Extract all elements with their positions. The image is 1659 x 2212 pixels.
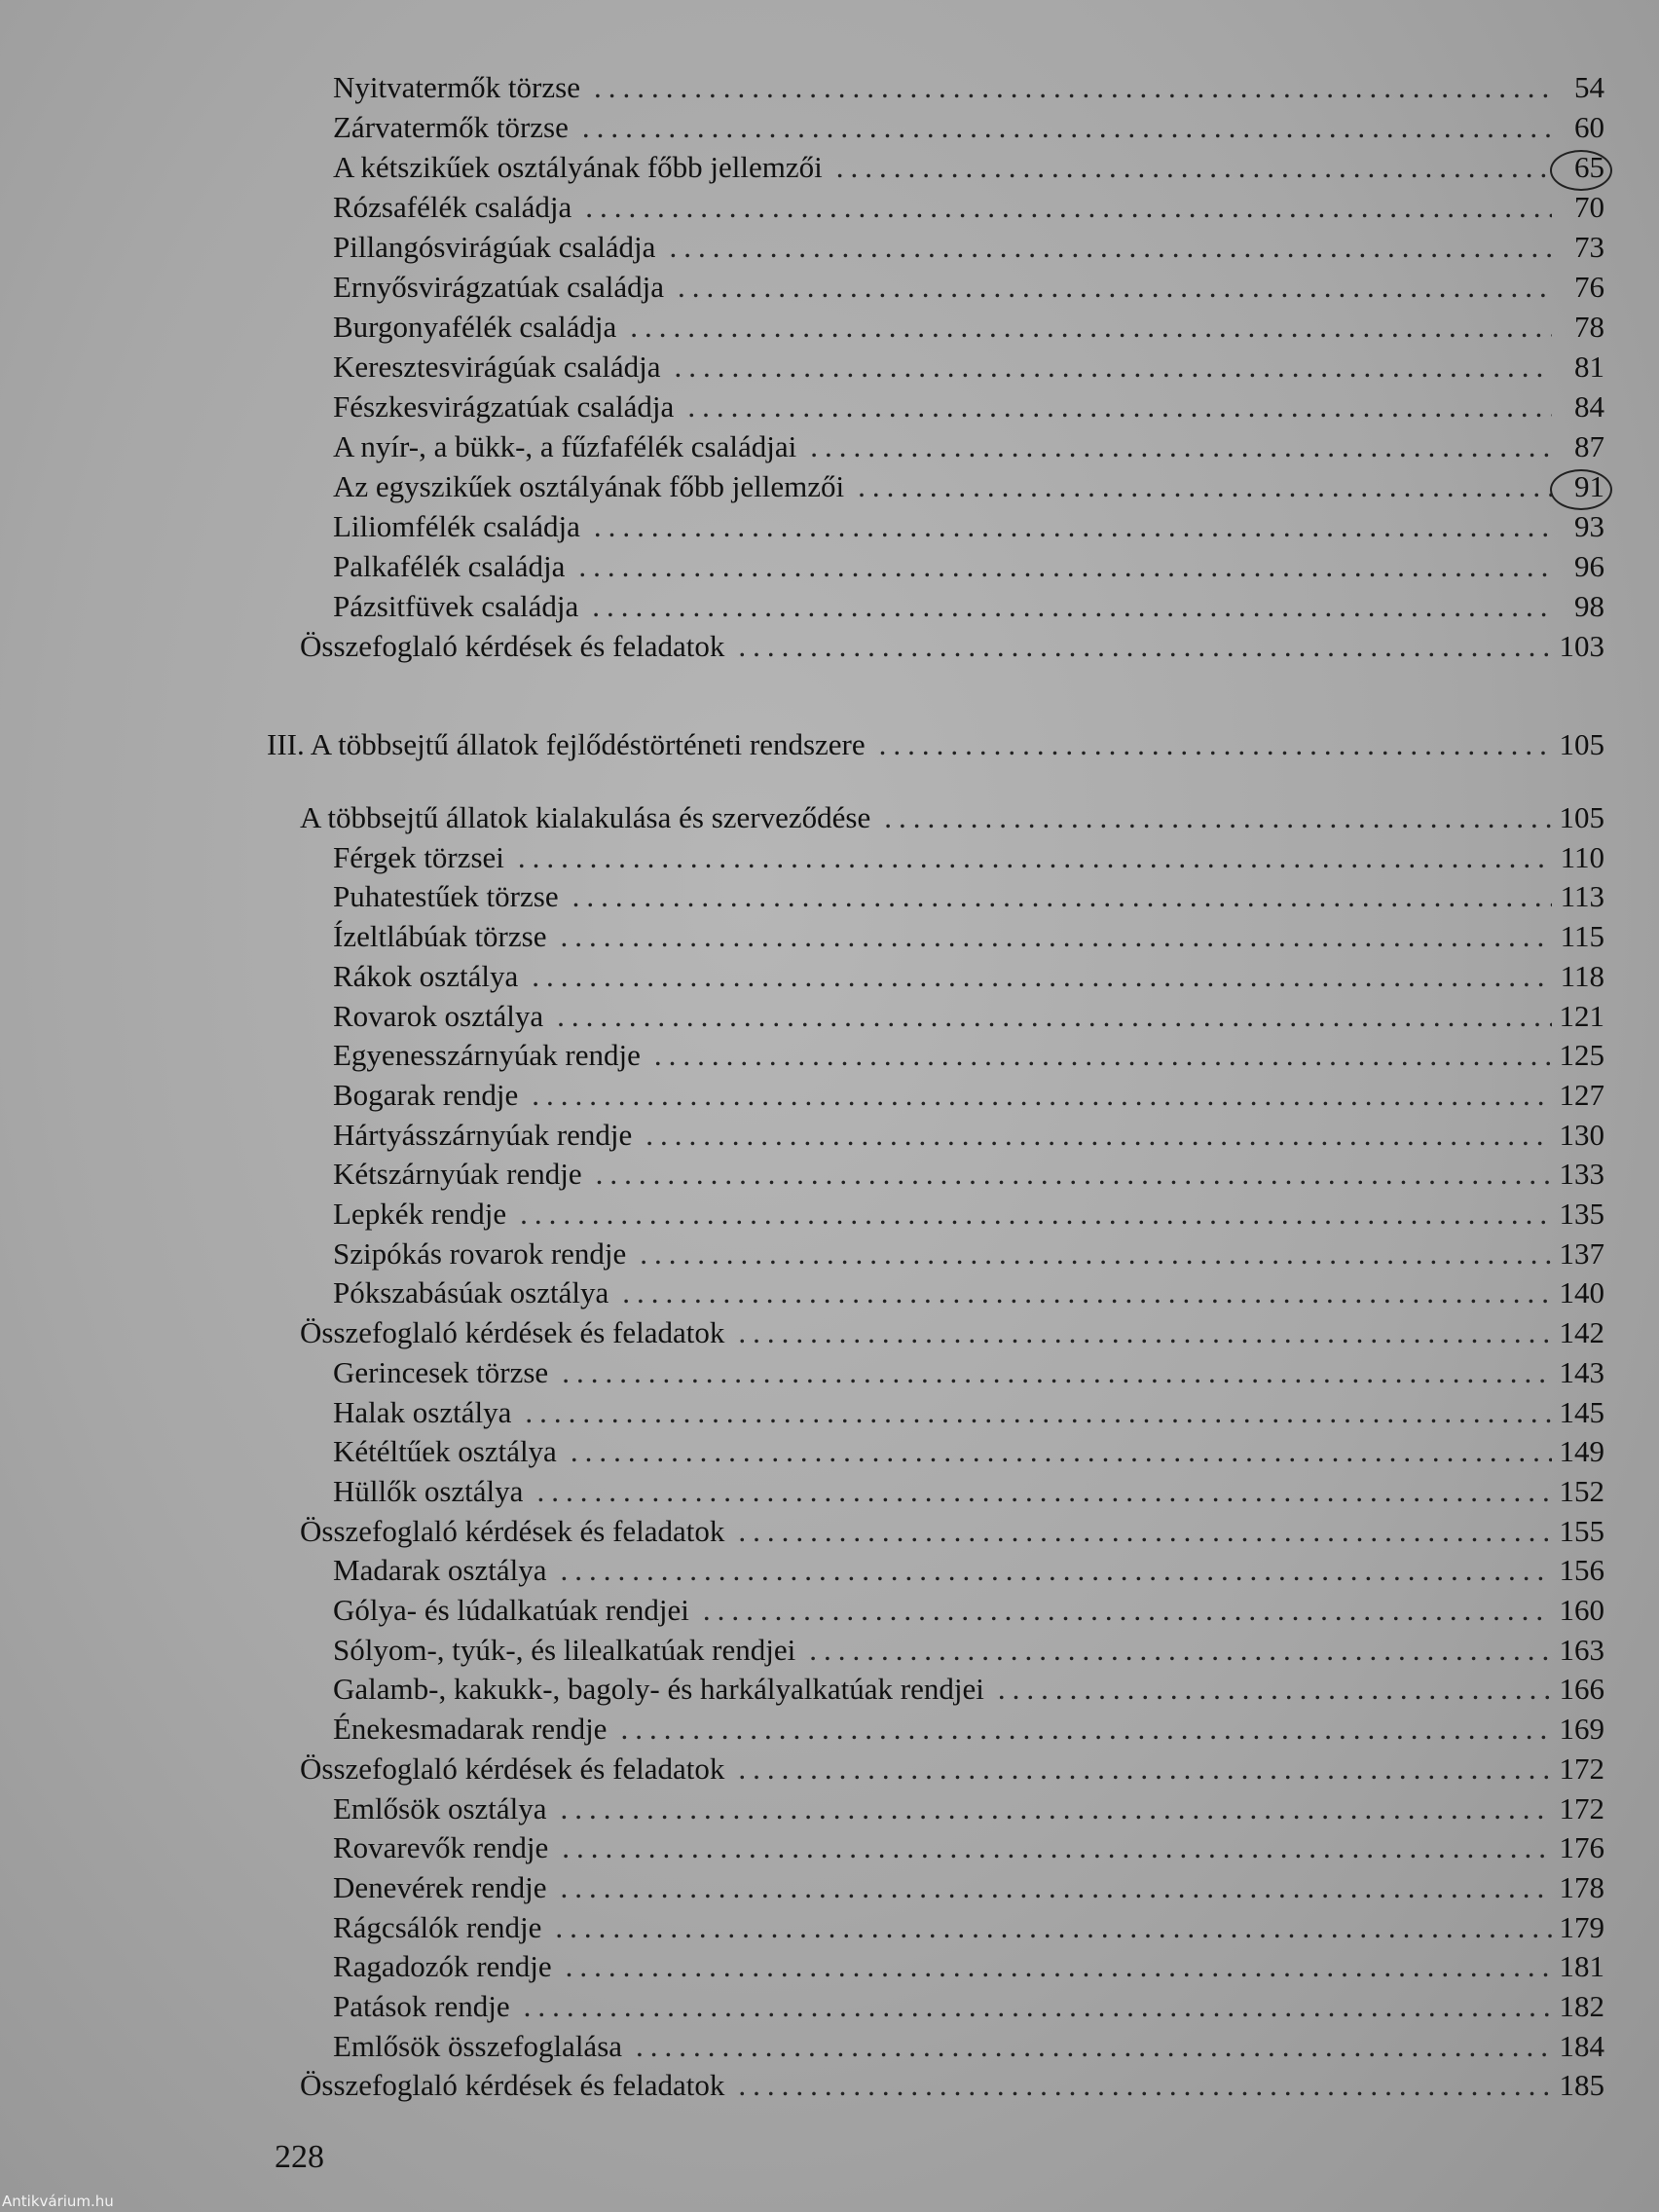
dot-leader [654, 1036, 1552, 1075]
toc-entry [267, 725, 1604, 764]
toc-entry-page: 184 [1559, 2029, 1604, 2063]
toc-entry [333, 228, 1604, 267]
toc-entry [333, 877, 1604, 916]
dot-leader [678, 268, 1552, 307]
toc-entry-page: 110 [1560, 840, 1604, 874]
toc-entry [333, 1868, 1604, 1907]
dot-leader [622, 1273, 1551, 1312]
toc-entry [300, 1512, 1604, 1551]
toc-entry [333, 467, 1604, 506]
toc-entry-page: 179 [1559, 1910, 1604, 1944]
toc-entry-title: Fészkesvirágzatúak családja [333, 389, 675, 424]
toc-entry-page: 105 [1559, 800, 1604, 834]
toc-entry-page: 166 [1559, 1672, 1604, 1706]
toc-entry-page: 76 [1574, 270, 1604, 304]
dot-leader [518, 838, 1552, 877]
toc-entry [333, 1036, 1604, 1075]
toc-entry-page: 185 [1559, 2068, 1604, 2102]
toc-entry-page: 172 [1559, 1791, 1604, 1825]
toc-entry-title: Emlősök osztálya [333, 1791, 547, 1825]
dot-leader [594, 68, 1552, 107]
dot-leader [998, 1670, 1552, 1709]
dot-leader [525, 1393, 1551, 1432]
toc-entry-title: Kétszárnyúak rendje [333, 1157, 582, 1191]
toc-entry-title: Lepkék rendje [333, 1197, 507, 1231]
toc-entry [300, 798, 1604, 837]
toc-entry-title: Keresztesvirágúak családja [333, 350, 661, 384]
toc-entry-title: Bogarak rendje [333, 1078, 519, 1112]
toc-entry [333, 1828, 1604, 1867]
toc-entry-title: Rózsafélék családja [333, 190, 572, 224]
dot-leader [884, 798, 1551, 837]
dot-leader [562, 1828, 1551, 1867]
toc-entry [333, 1789, 1604, 1828]
dot-leader [520, 1195, 1551, 1234]
dot-leader [738, 1313, 1551, 1352]
toc-entry-title: Az egyszikűek osztályának főbb jellemzői [333, 469, 845, 503]
toc-entry-title: Madarak osztálya [333, 1553, 547, 1587]
toc-entry-title: Összefoglaló kérdések és feladatok [300, 2068, 725, 2102]
toc-entry-title: Emlősök összefoglalása [333, 2029, 623, 2063]
toc-entry-page: 96 [1574, 549, 1604, 583]
dot-leader [675, 348, 1552, 387]
toc-entry-page: 81 [1574, 350, 1604, 384]
dot-leader [585, 188, 1552, 227]
dot-leader [532, 957, 1552, 996]
toc-entry [333, 1432, 1604, 1471]
toc-entry [333, 1908, 1604, 1947]
toc-entry [333, 547, 1604, 586]
toc-entry-page: 118 [1560, 959, 1604, 993]
dot-leader [738, 1750, 1551, 1788]
toc-entry-title: Kétéltűek osztálya [333, 1434, 557, 1468]
dot-leader [532, 1076, 1551, 1115]
toc-entry [333, 1273, 1604, 1312]
toc-entry-page: 152 [1559, 1474, 1604, 1508]
toc-entry-title: III. A többsejtű állatok fejlődéstörténeti rendszere [267, 727, 866, 761]
toc-entry [333, 1116, 1604, 1155]
toc-entry [333, 957, 1604, 996]
toc-entry-title: Patások rendje [333, 1989, 510, 2023]
toc-entry-page: 113 [1560, 879, 1604, 913]
toc-entry-title: Ernyősvirágzatúak családja [333, 270, 664, 304]
dot-leader [858, 467, 1552, 506]
toc-entry-title: Összefoglaló kérdések és feladatok [300, 629, 725, 663]
toc-entry [333, 1551, 1604, 1590]
dot-leader [594, 507, 1552, 546]
toc-entry-page: 156 [1559, 1553, 1604, 1587]
dot-leader [555, 1908, 1551, 1947]
toc-entry [300, 1750, 1604, 1788]
toc-entry-title: Ízeltlábúak törzse [333, 919, 547, 953]
toc-entry [333, 2027, 1604, 2066]
toc-entry-page: 98 [1574, 589, 1604, 623]
toc-entry [333, 1195, 1604, 1234]
toc-entry-page: 181 [1559, 1949, 1604, 1983]
toc-entry-title: Galamb-, kakukk-, bagoly- és harkályalkatúak rendjei [333, 1672, 984, 1706]
toc-entry [333, 1472, 1604, 1511]
toc-entry-page: 87 [1574, 429, 1604, 463]
toc-entry-page: 172 [1559, 1751, 1604, 1786]
dot-leader [561, 1789, 1552, 1828]
toc-entry [333, 1670, 1604, 1709]
dot-leader [738, 627, 1551, 666]
dot-leader [836, 148, 1552, 187]
toc-entry [333, 1987, 1604, 2026]
toc-entry-title: A nyír-, a bükk-, a fűzfafélék családjai [333, 429, 797, 463]
toc-entry-title: Pókszabásúak osztálya [333, 1275, 609, 1309]
toc-entry-page: 140 [1559, 1275, 1604, 1309]
toc-entry [333, 997, 1604, 1036]
toc-entry-page: 103 [1559, 629, 1604, 663]
toc-entry [333, 427, 1604, 466]
dot-leader [879, 725, 1552, 764]
toc-entry [333, 1710, 1604, 1749]
toc-entry-page: 105 [1559, 727, 1604, 761]
dot-leader [810, 427, 1552, 466]
toc-entry-title: Szipókás rovarok rendje [333, 1236, 627, 1271]
toc-entry [333, 268, 1604, 307]
toc-entry [333, 1353, 1604, 1392]
toc-entry-title: Gerincesek törzse [333, 1355, 549, 1389]
toc-entry-page: 54 [1574, 70, 1604, 104]
toc-entry-page-circled: 91 [1560, 467, 1604, 506]
toc-entry-page: 73 [1574, 230, 1604, 264]
toc-entry [300, 2066, 1604, 2105]
dot-leader [596, 1155, 1552, 1194]
dot-leader [636, 2027, 1551, 2066]
toc-entry-page: 155 [1559, 1514, 1604, 1548]
toc-entry-title: Hüllők osztálya [333, 1474, 524, 1508]
toc-entry [333, 148, 1604, 187]
toc-entry-page: 137 [1559, 1236, 1604, 1271]
toc-entry-title: Denevérek rendje [333, 1870, 547, 1904]
toc-entry-title: Egyenesszárnyúak rendje [333, 1038, 641, 1072]
toc-entry [333, 1393, 1604, 1432]
toc-entry [333, 1155, 1604, 1194]
toc-entry [333, 188, 1604, 227]
toc-entry-title: Összefoglaló kérdések és feladatok [300, 1315, 725, 1349]
toc-entry [300, 627, 1604, 666]
toc-entry-page: 182 [1559, 1989, 1604, 2023]
toc-entry [333, 917, 1604, 956]
toc-entry-title: Gólya- és lúdalkatúak rendjei [333, 1593, 689, 1627]
dot-leader [562, 1353, 1551, 1392]
dot-leader [560, 1551, 1551, 1590]
toc-entry-title: Rágcsálók rendje [333, 1910, 542, 1944]
toc-entry-page: 142 [1559, 1315, 1604, 1349]
toc-entry-page: 127 [1559, 1078, 1604, 1112]
dot-leader [557, 997, 1551, 1036]
toc-entry-title: Burgonyafélék családja [333, 310, 617, 344]
toc-entry [333, 1235, 1604, 1273]
dot-leader [536, 1472, 1551, 1511]
toc-entry-title: Rovarevők rendje [333, 1830, 549, 1864]
page-number: 228 [275, 2139, 324, 2175]
toc-entry-page: 178 [1559, 1870, 1604, 1904]
dot-leader [524, 1987, 1552, 2026]
toc-entry-title: A kétszikűek osztályának főbb jellemzői [333, 150, 823, 184]
watermark: Antikvárium.hu [2, 2193, 114, 2210]
toc-entry-title: Férgek törzsei [333, 840, 504, 874]
dot-leader [687, 387, 1552, 426]
toc-entry [333, 1631, 1604, 1670]
toc-entry-page: 121 [1559, 999, 1604, 1033]
toc-entry-page: 93 [1574, 509, 1604, 543]
dot-leader [560, 1868, 1551, 1907]
toc-entry [333, 1591, 1604, 1630]
toc-entry-page: 78 [1574, 310, 1604, 344]
toc-entry [333, 308, 1604, 347]
toc-entry-page: 60 [1574, 110, 1604, 144]
toc-entry-title: Puhatestűek törzse [333, 879, 559, 913]
dot-leader [571, 1432, 1552, 1471]
dot-leader [572, 877, 1552, 916]
toc-entry-page: 143 [1559, 1355, 1604, 1389]
toc-entry-page: 160 [1559, 1593, 1604, 1627]
toc-entry-title: Rovarok osztálya [333, 999, 544, 1033]
dot-leader [630, 308, 1552, 347]
dot-leader [738, 1512, 1551, 1551]
toc-entry-title: Összefoglaló kérdések és feladatok [300, 1514, 725, 1548]
toc-entry-title: A többsejtű állatok kialakulása és szerveződése [300, 800, 871, 834]
toc-entry-title: Rákok osztálya [333, 959, 519, 993]
dot-leader [560, 917, 1552, 956]
toc-entry-page: 163 [1559, 1633, 1604, 1667]
toc-entry-title: Zárvatermők törzse [333, 110, 569, 144]
toc-entry-page: 125 [1559, 1038, 1604, 1072]
toc-entry-title: Liliomfélék családja [333, 509, 580, 543]
toc-entry [333, 108, 1604, 147]
dot-leader [582, 108, 1552, 147]
toc-entry [333, 1947, 1604, 1986]
toc-entry [333, 507, 1604, 546]
toc-entry-page: 133 [1559, 1157, 1604, 1191]
toc-entry-title: Pázsitfüvek családja [333, 589, 579, 623]
toc-entry-title: Palkafélék családja [333, 549, 566, 583]
toc-entry [333, 1076, 1604, 1115]
toc-entry-page: 169 [1559, 1712, 1604, 1746]
toc-entry-page: 135 [1559, 1197, 1604, 1231]
toc-entry [333, 587, 1604, 626]
toc-entry [300, 1313, 1604, 1352]
toc-entry-page: 70 [1574, 190, 1604, 224]
toc-entry-page-circled: 65 [1560, 148, 1604, 187]
toc-entry-title: Ragadozók rendje [333, 1949, 552, 1983]
dot-leader [645, 1116, 1551, 1155]
dot-leader [640, 1235, 1551, 1273]
dot-leader [738, 2066, 1551, 2105]
toc-entry [333, 68, 1604, 107]
toc-entry-page: 130 [1559, 1118, 1604, 1152]
toc-entry-page: 176 [1559, 1830, 1604, 1864]
dot-leader [578, 547, 1552, 586]
toc-entry-title: Halak osztálya [333, 1395, 512, 1429]
toc-entry [333, 348, 1604, 387]
toc-entry-title: Összefoglaló kérdések és feladatok [300, 1751, 725, 1786]
dot-leader [592, 587, 1552, 626]
toc-entry-title: Sólyom-, tyúk-, és lilealkatúak rendjei [333, 1633, 796, 1667]
dot-leader [620, 1710, 1551, 1749]
toc-entry [333, 838, 1604, 877]
toc-entry-title: Pillangósvirágúak családja [333, 230, 656, 264]
dot-leader [703, 1591, 1552, 1630]
toc-entry-title: Énekesmadarak rendje [333, 1712, 608, 1746]
dot-leader [669, 228, 1552, 267]
toc-entry-page: 145 [1559, 1395, 1604, 1429]
toc-entry [333, 387, 1604, 426]
toc-entry-page: 84 [1574, 389, 1604, 424]
dot-leader [809, 1631, 1551, 1670]
toc-entry-page: 149 [1559, 1434, 1604, 1468]
toc-entry-title: Nyitvatermők törzse [333, 70, 580, 104]
toc-entry-page: 115 [1560, 919, 1604, 953]
toc-entry-title: Hártyásszárnyúak rendje [333, 1118, 633, 1152]
dot-leader [566, 1947, 1552, 1986]
